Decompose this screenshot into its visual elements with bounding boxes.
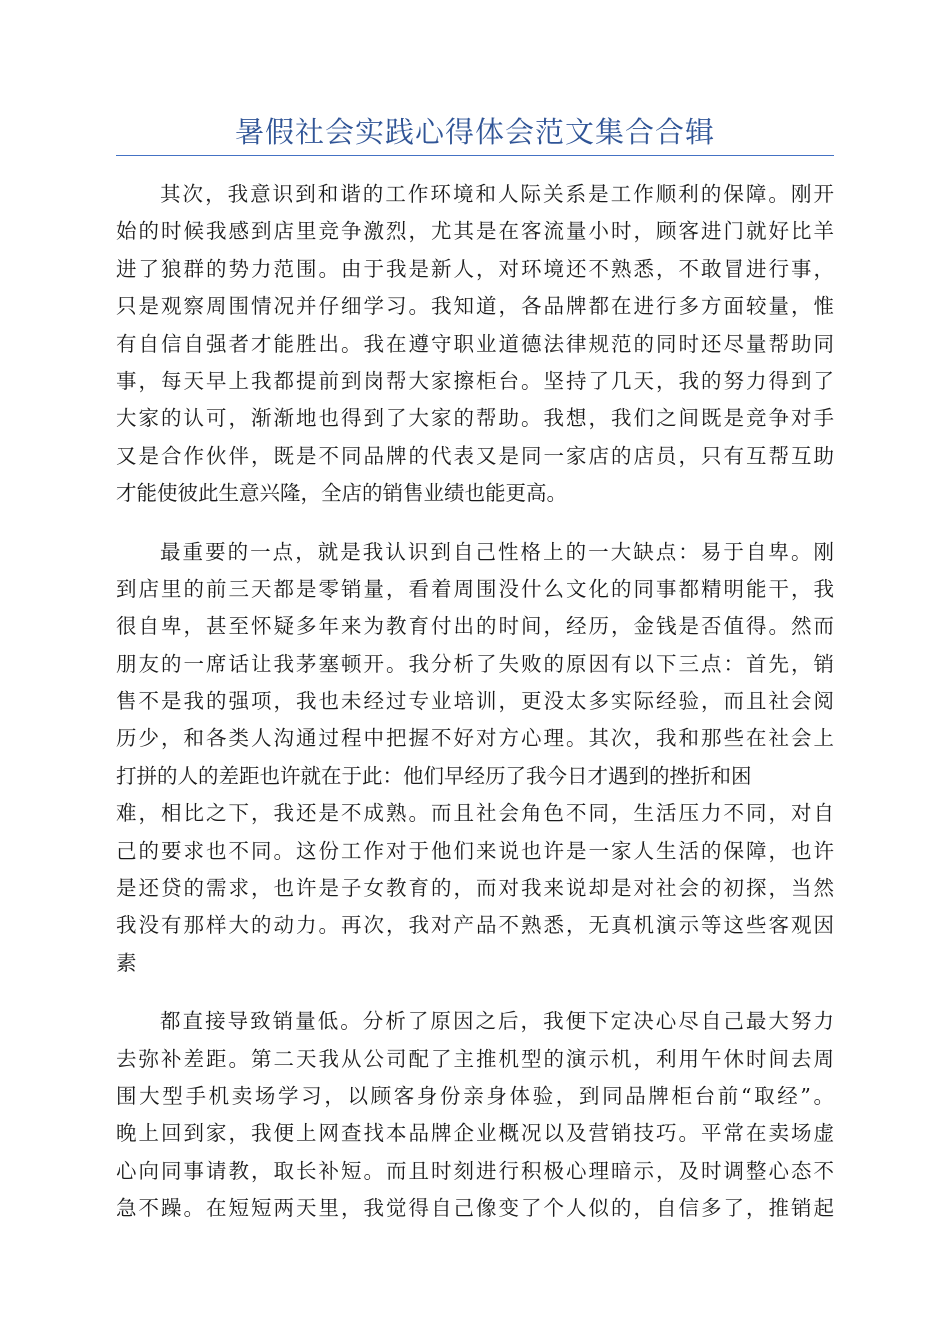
text-line: 很自卑，甚至怀疑多年来为教育付出的时间，经历，金钱是否值得。然而 xyxy=(116,614,834,639)
paragraph-1 xyxy=(116,176,834,513)
title-underline xyxy=(116,155,834,156)
text-line: 始的时候我感到店里竞争激烈，尤其是在客流量小时，顾客进门就好比羊 xyxy=(116,219,834,244)
text-line: 去弥补差距。第二天我从公司配了主推机型的演示机，利用午休时间去周 xyxy=(116,1046,834,1071)
text-line: 朋友的一席话让我茅塞顿开。我分析了失败的原因有以下三点：首先，销 xyxy=(116,651,834,676)
text-line: 是还贷的需求，也许是子女教育的，而对我来说却是对社会的初探，当然 xyxy=(116,876,834,901)
text-line: 大家的认可，渐渐地也得到了大家的帮助。我想，我们之间既是竞争对手 xyxy=(116,406,834,431)
text-line: 历少，和各类人沟通过程中把握不好对方心理。其次，我和那些在社会上 xyxy=(116,726,834,751)
document-title: 暑假社会实践心得体会范文集合合辑 xyxy=(234,115,715,149)
text-line: 急不躁。在短短两天里，我觉得自己像变了个人似的，自信多了，推销起 xyxy=(116,1196,834,1221)
text-line: 最重要的一点，就是我认识到自己性格上的一大缺点：易于自卑。刚 xyxy=(160,539,834,564)
text-line: 都直接导致销量低。分析了原因之后，我便下定决心尽自己最大努力 xyxy=(160,1009,834,1034)
text-line: 晚上回到家，我便上网查找本品牌企业概况以及营销技巧。平常在卖场虚 xyxy=(116,1121,834,1146)
text-line: 才能使彼此生意兴隆，全店的销售业绩也能更高。 xyxy=(116,481,567,506)
text-line: 只是观察周围情况并仔细学习。我知道，各品牌都在进行多方面较量，惟 xyxy=(116,294,834,319)
text-line: 又是合作伙伴，既是不同品牌的代表又是同一家店的店员，只有互帮互助 xyxy=(116,443,834,468)
text-line: 事，每天早上我都提前到岗帮大家擦柜台。坚持了几天，我的努力得到了 xyxy=(116,368,834,393)
text-line: 难，相比之下，我还是不成熟。而且社会角色不同，生活压力不同，对自 xyxy=(116,801,834,826)
text-line: 围大型手机卖场学习，以顾客身份亲身体验，到同品牌柜台前“取经”。 xyxy=(116,1083,834,1108)
document-body xyxy=(116,176,834,1249)
text-line: 进了狼群的势力范围。由于我是新人，对环境还不熟悉，不敢冒进行事， xyxy=(116,256,834,281)
paragraph-2 xyxy=(116,534,834,983)
text-line: 我没有那样大的动力。再次，我对产品不熟悉，无真机演示等这些客观因 xyxy=(116,913,834,938)
text-line: 到店里的前三天都是零销量，看着周围没什么文化的同事都精明能干，我 xyxy=(116,576,834,601)
text-line: 素 xyxy=(116,950,137,975)
text-line: 己的要求也不同。这份工作对于他们来说也许是一家人生活的保障，也许 xyxy=(116,838,834,863)
text-line: 其次，我意识到和谐的工作环境和人际关系是工作顺利的保障。刚开 xyxy=(160,182,834,206)
paragraph-3 xyxy=(116,1003,834,1227)
text-line: 打拼的人的差距也许就在于此：他们早经历了我今日才遇到的挫折和困 xyxy=(116,763,752,788)
text-line: 有自信自强者才能胜出。我在遵守职业道德法律规范的同时还尽量帮助同 xyxy=(116,331,834,356)
text-line: 售不是我的强项，我也未经过专业培训，更没太多实际经验，而且社会阅 xyxy=(116,689,834,714)
text-line: 心向同事请教，取长补短。而且时刻进行积极心理暗示，及时调整心态不 xyxy=(116,1158,834,1183)
